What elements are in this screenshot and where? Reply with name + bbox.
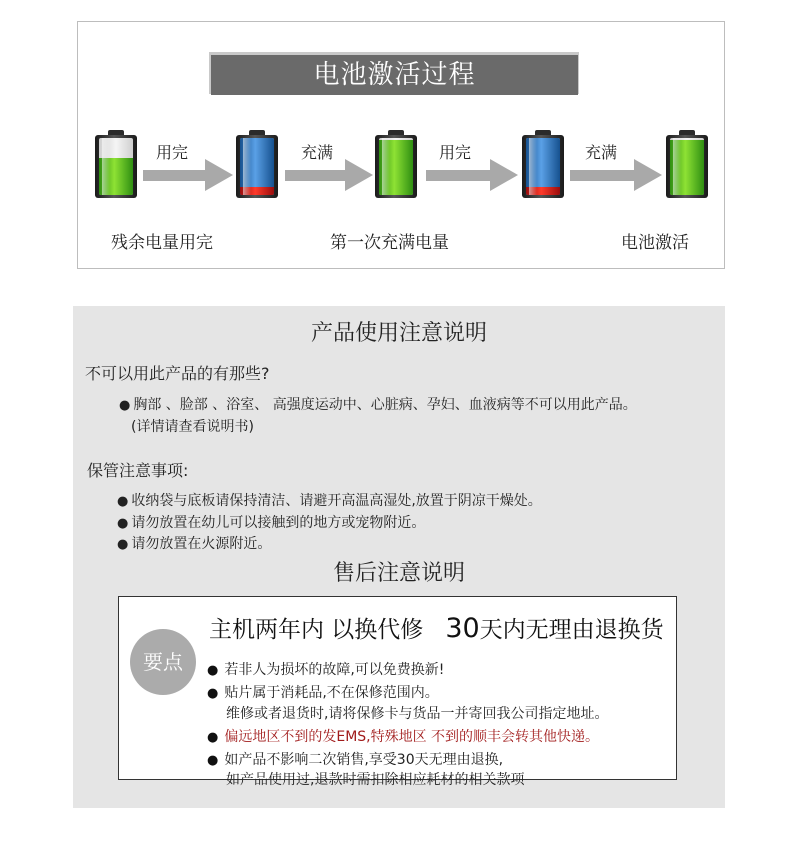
list-item: ● 请勿放置在幼儿可以接触到的地方或宠物附近。 bbox=[117, 515, 426, 531]
list-item: ● 如产品不影响二次销售,享受30天无理由退换, bbox=[207, 752, 504, 768]
arrow-right-icon bbox=[285, 164, 373, 186]
arrow-right-icon bbox=[143, 164, 233, 186]
list-item-continuation: 如产品使用过,退款时需扣除相应耗材的相关款项 bbox=[226, 772, 525, 788]
bullet-icon: ● bbox=[207, 730, 219, 745]
bullet-icon: ● bbox=[117, 494, 129, 509]
forbidden-heading: 不可以用此产品的有那些? bbox=[85, 364, 270, 383]
arrow-right-icon bbox=[426, 164, 518, 186]
bullet-icon: ● bbox=[117, 516, 129, 531]
bullet-icon: ● bbox=[207, 686, 219, 701]
arrow-label: 用完 bbox=[439, 143, 472, 162]
list-item: ● 若非人为损坏的故障,可以免费换新! bbox=[207, 662, 445, 678]
warranty-headline: 主机两年内 以换代修 30天内无理由退换货 bbox=[209, 613, 664, 644]
stage-label: 第一次充满电量 bbox=[330, 233, 449, 253]
list-item-highlight: ● 偏远地区不到的发EMS,特殊地区 不到的顺丰会转其他快递。 bbox=[207, 729, 600, 745]
bullet-icon: ● bbox=[117, 537, 129, 552]
storage-heading: 保管注意事项: bbox=[87, 461, 189, 480]
list-item-continuation: 维修或者退货时,请将保修卡与货品一并寄回我公司指定地址。 bbox=[226, 706, 609, 722]
arrow-label: 充满 bbox=[301, 143, 334, 162]
list-item: ● 收纳袋与底板请保持清洁、请避开高温高湿处,放置于阴凉干燥处。 bbox=[117, 493, 542, 509]
stage-label: 残余电量用完 bbox=[111, 233, 213, 253]
bullet-icon: ● bbox=[207, 753, 219, 768]
key-points-badge: 要点 bbox=[130, 629, 196, 695]
list-item: ● 贴片属于消耗品,不在保修范围内。 bbox=[207, 685, 439, 701]
arrow-label: 用完 bbox=[156, 143, 189, 162]
bullet-icon: ● bbox=[207, 663, 219, 678]
forbidden-note: (详情请查看说明书) bbox=[131, 419, 254, 435]
battery-icon-full bbox=[375, 130, 417, 198]
list-item: ● 胸部 、脸部 、浴室、 高强度运动中、心脏病、孕妇、血液病等不可以用此产品。 bbox=[119, 397, 637, 413]
bullet-icon: ● bbox=[119, 398, 131, 413]
list-item: ● 请勿放置在火源附近。 bbox=[117, 536, 272, 552]
notes-title: 产品使用注意说明 bbox=[310, 321, 487, 346]
battery-icon-full bbox=[666, 130, 708, 198]
battery-icon-empty bbox=[522, 130, 564, 198]
stage-label: 电池激活 bbox=[621, 233, 689, 253]
arrow-right-icon bbox=[570, 164, 662, 186]
battery-icon-low bbox=[95, 130, 137, 198]
process-title: 电池激活过程 bbox=[211, 55, 578, 95]
arrow-label: 充满 bbox=[585, 143, 618, 162]
aftersale-box bbox=[118, 596, 677, 788]
battery-icon-empty bbox=[236, 130, 278, 198]
aftersale-title: 售后注意说明 bbox=[332, 561, 465, 586]
usage-notes-panel bbox=[73, 306, 725, 808]
